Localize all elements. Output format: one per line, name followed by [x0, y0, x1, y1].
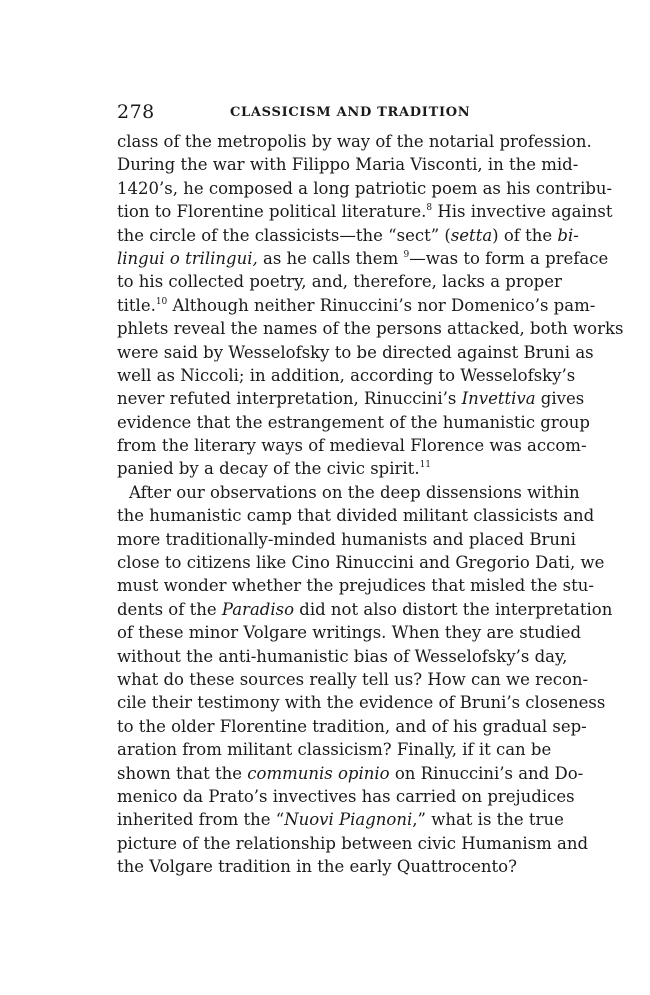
body-text	[117, 130, 624, 879]
text-line	[117, 341, 594, 364]
text-run: class of the metropolis by way of the notarial profession.	[117, 132, 592, 151]
text-run: without the anti-humanistic bias of Wesselofsky’s day,	[117, 646, 568, 666]
text-line	[117, 504, 595, 527]
text-run: communis opinio	[247, 763, 390, 783]
footnote-marker: 11	[419, 460, 432, 471]
text-run: to the older Florentine tradition, and of his gradual sep-	[117, 716, 587, 736]
text-run: ,” what is the true	[412, 810, 564, 830]
text-run: Although neither Rinuccini’s nor Domenico’s pam-	[167, 295, 596, 315]
text-run: evidence that the estrangement of the humanistic group	[117, 412, 590, 432]
text-run: ) of the	[492, 225, 558, 245]
text-line	[117, 645, 568, 668]
text-line	[117, 411, 590, 434]
text-run: inherited from the “	[117, 810, 285, 830]
text-run: title.	[117, 295, 156, 315]
text-run: —was to form a preface	[409, 248, 609, 268]
text-line	[117, 738, 552, 761]
page-number: 278	[117, 101, 155, 123]
text-line	[117, 715, 587, 738]
text-line	[117, 200, 613, 223]
text-run: menico da Prato’s invectives has carried on prejudices	[117, 786, 575, 806]
text-run: tion to Florentine political literature.	[117, 202, 427, 222]
text-run: panied by a decay of the civic spirit.	[117, 459, 420, 479]
text-run: shown that the	[117, 763, 248, 783]
text-line	[117, 621, 582, 644]
text-line	[117, 270, 562, 293]
text-run: as he calls them	[257, 248, 404, 268]
text-run: dents of the	[117, 599, 222, 619]
text-run: After our observations on the deep dissensions within	[129, 482, 580, 502]
text-line	[117, 551, 605, 574]
text-run: never refuted interpretation, Rinuccini’s	[117, 389, 462, 409]
text-line	[117, 177, 613, 200]
text-line	[117, 224, 579, 247]
text-run: gives	[535, 389, 585, 409]
text-line	[117, 387, 585, 410]
text-line	[117, 855, 541, 878]
text-line	[117, 762, 584, 785]
text-line	[117, 808, 564, 831]
text-line	[117, 153, 579, 176]
text-line	[117, 247, 609, 270]
running-title: CLASSICISM AND TRADITION	[230, 105, 471, 120]
text-run: the circle of the classicists—the “sect” (	[117, 225, 451, 245]
text-run: the Volgare tradition in the early Quattrocento?	[117, 857, 517, 877]
text-run: Nuovi Piagnoni	[284, 810, 413, 830]
text-run: phlets reveal the names of the persons attacked, both works	[117, 319, 624, 339]
text-line	[117, 832, 589, 855]
text-line	[117, 785, 575, 808]
text-run: aration from militant classicism? Finally, if it can be	[117, 740, 552, 760]
text-run: cile their testimony with the evidence of Bruni’s closeness	[117, 693, 606, 713]
text-line	[117, 574, 594, 597]
text-run: His invective against	[432, 202, 613, 222]
text-run: of these minor Volgare writings. When they are studied	[117, 623, 582, 643]
text-run: did not also distort the interpretation	[294, 599, 613, 619]
text-run: bi-	[557, 225, 579, 245]
text-run: to his collected poetry, and, therefore, lacks a proper	[117, 272, 562, 292]
text-line	[117, 317, 624, 340]
text-line	[117, 457, 541, 480]
text-run: from the literary ways of medieval Florence was accom-	[117, 436, 587, 456]
text-run: on Rinuccini’s and Do-	[389, 763, 584, 783]
text-run: 1420’s, he composed a long patriotic poem as his contribu-	[117, 178, 613, 198]
text-line	[117, 691, 606, 714]
footnote-marker: 10	[155, 296, 168, 307]
text-line	[117, 434, 587, 457]
text-line	[117, 668, 589, 691]
text-run: close to citizens like Cino Rinuccini and Gregorio Dati, we	[117, 553, 605, 573]
text-run: During the war with Filippo Maria Visconti, in the mid-	[117, 155, 579, 175]
text-line	[117, 294, 596, 317]
footnote-marker: 8	[426, 203, 433, 214]
text-run: more traditionally-minded humanists and placed Bruni	[117, 529, 576, 549]
text-run: Paradiso	[221, 599, 295, 619]
text-run: must wonder whether the prejudices that misled the stu-	[117, 576, 594, 596]
text-line	[117, 364, 576, 387]
footnote-marker: 9	[403, 249, 410, 260]
text-line	[117, 528, 576, 551]
text-run: Invettiva	[461, 389, 536, 409]
text-run: picture of the relationship between civic Humanism and	[117, 833, 589, 853]
text-run: well as Niccoli; in addition, according to Wesselofsky’s	[117, 365, 576, 385]
running-head	[117, 100, 541, 124]
text-line	[117, 598, 613, 621]
text-run: lingui o trilingui,	[117, 248, 258, 268]
text-run: were said by Wesselofsky to be directed against Bruni as	[117, 342, 594, 362]
text-line	[117, 130, 592, 153]
paragraph	[117, 481, 613, 879]
text-run: setta	[450, 225, 493, 245]
paragraph	[117, 130, 624, 481]
text-line	[117, 481, 580, 504]
text-run: what do these sources really tell us? How can we recon-	[117, 669, 589, 689]
text-run: the humanistic camp that divided militant classicists and	[117, 506, 595, 526]
